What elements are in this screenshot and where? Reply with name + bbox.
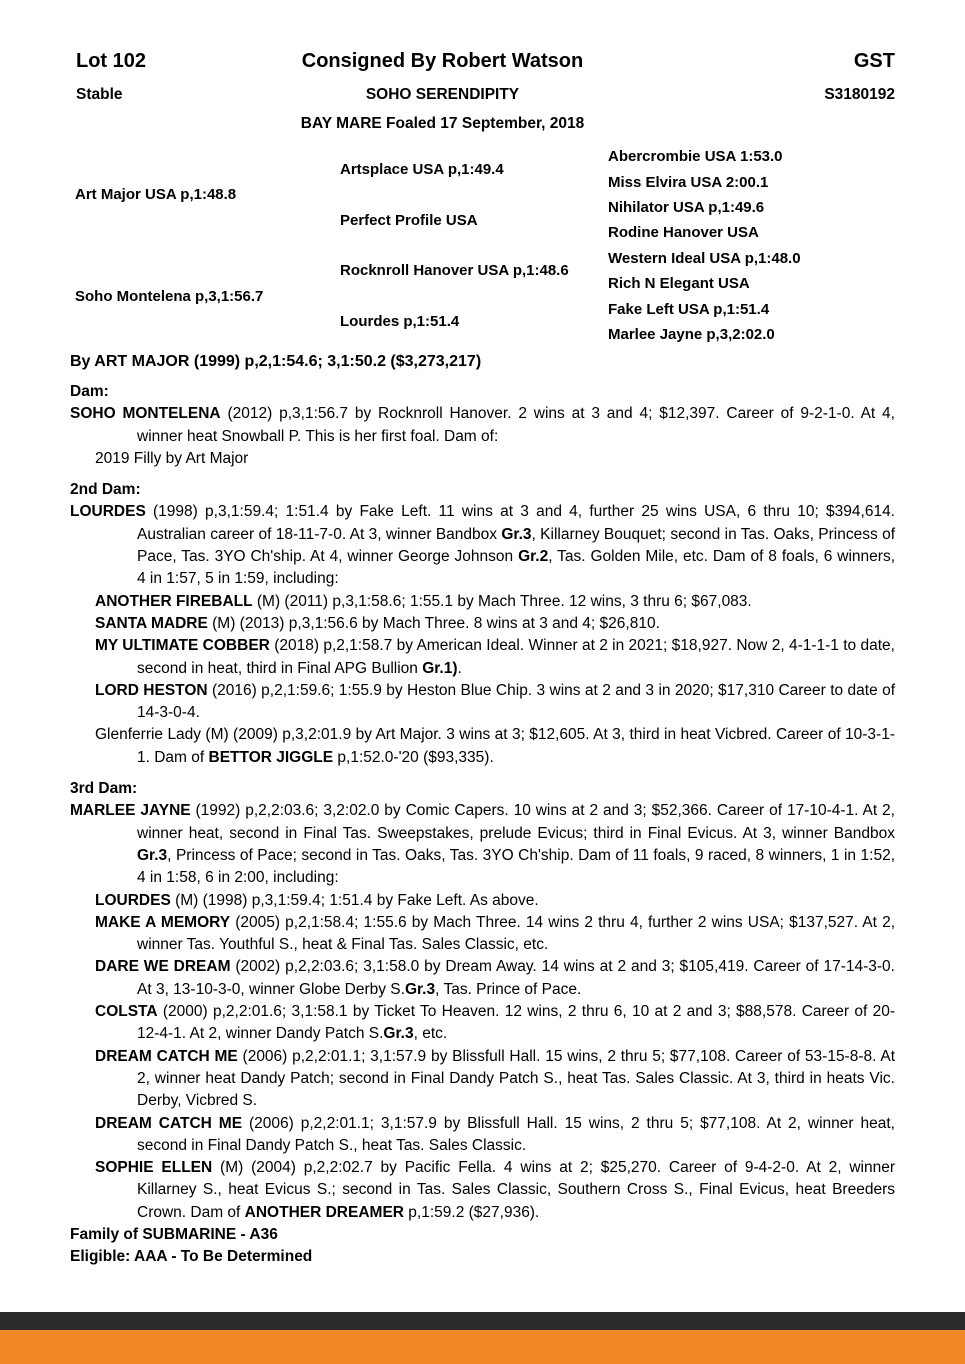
second-dam-section-heading: 2nd Dam: (70, 481, 141, 499)
stable-label: Stable (76, 86, 123, 103)
pedigree-sire-dam: Perfect Profile USA (340, 211, 478, 229)
entry-make-a-memory: MAKE A MEMORY (2005) p,2,1:58.4; 1:55.6 by Mach Three. 14 wins 2 thru 4, further 2 wins USA; $137,527. At 2, winner Tas. Youthful S., heat & Final Tas. Sales Classic, etc. (95, 913, 895, 954)
pedigree-sire: Art Major USA p,1:48.8 (75, 186, 237, 204)
pedigree-dam: Soho Montelena p,3,1:56.7 (75, 287, 264, 305)
entry-lourdes: LOURDES (1998) p,3,1:59.4; 1:51.4 by Fake Left. 11 wins at 3 and 4, further 25 wins USA, 6 thru 10; $394,614. Australian career of 18-11-7-0. At 3, winner Bandbox Gr.3, Killarney Bouquet; second in Tas. Oaks, Princess of Pace, Tas. 3YO Ch'ship. At 4, winner George Johnson Gr.2, Tas. Golden Mile, etc. Dam of 8 foals, 6 winners, 4 in 1:57, 5 in 1:59, including: (70, 503, 895, 588)
pedigree-dam-dam: Lourdes p,1:51.4 (340, 313, 460, 331)
entry-dream-catch-me-1: DREAM CATCH ME (2006) p,2,2:01.1; 3,1:57.9 by Blissfull Hall. 15 wins, 2 thru 5; $77,108. Career of 53-15-8-8. At 2, winner heat Dandy Patch; second in Final Dandy Patch S., heat Tas. Sales Classic. At 3, third in heats Vic. Derby, Vicbred S. (95, 1047, 896, 1110)
header-row-2 (70, 84, 895, 105)
consignor-title: Consigned By Robert Watson (301, 50, 584, 72)
third-dam-section-heading: 3rd Dam: (70, 780, 138, 798)
eligible-line: Eligible: AAA - To Be Determined (70, 1248, 313, 1266)
pedigree-gen3-7: Fake Left USA p,1:51.4 (608, 300, 770, 318)
pedigree-gen3-4: Rodine Hanover USA (608, 224, 759, 242)
header-row-1 (70, 49, 895, 73)
foaling-line: BAY MARE Foaled 17 September, 2018 (300, 115, 585, 132)
entry-another-fireball: ANOTHER FIREBALL (M) (2011) p,3,1:58.6; 1:55.1 by Mach Three. 12 wins, 3 thru 6; $67,083. (95, 592, 752, 610)
entry-dream-catch-me-2: DREAM CATCH ME (2006) p,2,2:01.1; 3,1:57.9 by Blissfull Hall. 15 wins, 2 thru 5; $77,108. At 2, winner heat, second in Final Dandy Patch S., heat Tas. Sales Classic. (95, 1114, 895, 1154)
entry-dare-we-dream: DARE WE DREAM (2002) p,2,2:03.6; 3,1:58.0 by Dream Away. 14 wins at 2 and 3; $105,419. Career of 17-14-3-0. At 3, 13-10-3-0, winner Globe Derby S.Gr.3, Tas. Prince of Pace. (95, 958, 895, 998)
family-line: Family of SUBMARINE - A36 (70, 1225, 278, 1243)
footer-orange-bar (0, 1330, 965, 1364)
entry-marlee-jayne: MARLEE JAYNE (1992) p,2,2:03.6; 3,2:02.0 by Comic Capers. 10 wins at 2 and 3; $52,366. Career of 17-10-4-1. At 2, winner heat, second in Final Tas. Sweepstakes, prelude Evicus; third in Final Evicus. At 3, winner Bandbox Gr.3, Princess of Pace; second in Tas. Oaks, Tas. 3YO Ch'ship. Dam of 11 foals, 9 raced, 8 winners, 1 in 1:52, 4 in 1:58, 6 in 2:00, including: (70, 802, 895, 887)
entry-lourdes-m: LOURDES (M) (1998) p,3,1:59.4; 1:51.4 by Fake Left. As above. (95, 891, 539, 909)
pedigree-body (70, 381, 895, 1269)
entry-glenferrie-lady: Glenferrie Lady (M) (2009) p,3,2:01.9 by Art Major. 3 wins at 3; $12,605. At 3, third in heat Vicbred. Career of 10-3-1-1. Dam of BETTOR JIGGLE p,1:52.0-'20 ($93,335). (95, 726, 895, 766)
horse-name: SOHO SERENDIPITY (365, 86, 520, 103)
pedigree-gen3-6: Rich N Elegant USA (608, 275, 750, 293)
registration-number: S3180192 (824, 86, 895, 103)
entry-colsta: COLSTA (2000) p,2,2:01.6; 3,1:58.1 by Ticket To Heaven. 12 wins, 2 thru 6, 10 at 2 and 3; $88,578. Career of 20-12-4-1. At 2, winner Dandy Patch S.Gr.3, etc. (95, 1003, 895, 1043)
dam-section-heading: Dam: (70, 383, 109, 400)
entry-santa-madre: SANTA MADRE (M) (2013) p,3,1:56.6 by Mach Three. 8 wins at 3 and 4; $26,810. (95, 614, 660, 632)
sire-summary-line: By ART MAJOR (1999) p,2,1:54.6; 3,1:50.2 ($3,273,217) (70, 353, 482, 370)
header-row-3 (70, 113, 895, 134)
pedigree-dam-sire: Rocknroll Hanover USA p,1:48.6 (340, 262, 569, 280)
entry-my-ultimate-cobber: MY ULTIMATE COBBER (2018) p,2,1:58.7 by American Ideal. Winner at 2 in 2021; $18,927. Now 2, 4-1-1-1 to date, second in heat, third in Final APG Bullion Gr.1). (95, 637, 895, 677)
pedigree-gen3-3: Nihilator USA p,1:49.6 (608, 198, 765, 216)
entry-lord-heston: LORD HESTON (2016) p,2,1:59.6; 1:55.9 by Heston Blue Chip. 3 wins at 2 and 3 in 2020; $17,310 Career to date of 14-3-0-4. (95, 681, 896, 722)
footer-dark-bar (0, 1312, 965, 1330)
entry-sophie-ellen: SOPHIE ELLEN (M) (2004) p,2,2:02.7 by Pacific Fella. 4 wins at 2; $25,270. Career of 9-4-2-0. At 2, winner Killarney S., heat Evicus S.; second in Tas. Sales Classic, Southern Cross S., Final Evicus, heat Breeders Crown. Dam of ANOTHER DREAMER p,1:59.2 ($27,936). (95, 1159, 895, 1221)
pedigree-sire-sire: Artsplace USA p,1:49.4 (340, 160, 504, 178)
pedigree-gen3-5: Western Ideal USA p,1:48.0 (608, 249, 801, 267)
entry-2019-filly: 2019 Filly by Art Major (95, 449, 249, 467)
lot-number: Lot 102 (76, 50, 147, 72)
pedigree-gen3-2: Miss Elvira USA 2:00.1 (608, 173, 769, 191)
pedigree-gen3-8: Marlee Jayne p,3,2:02.0 (608, 325, 775, 343)
pedigree-table (75, 144, 905, 347)
entry-soho-montelena: SOHO MONTELENA (2012) p,3,1:56.7 by Rocknroll Hanover. 2 wins at 3 and 4; $12,397. Career of 9-2-1-0. At 4, winner heat Snowball P. This is her first foal. Dam of: (70, 405, 895, 445)
gst-label: GST (853, 50, 895, 72)
pedigree-gen3-1: Abercrombie USA 1:53.0 (608, 148, 783, 166)
